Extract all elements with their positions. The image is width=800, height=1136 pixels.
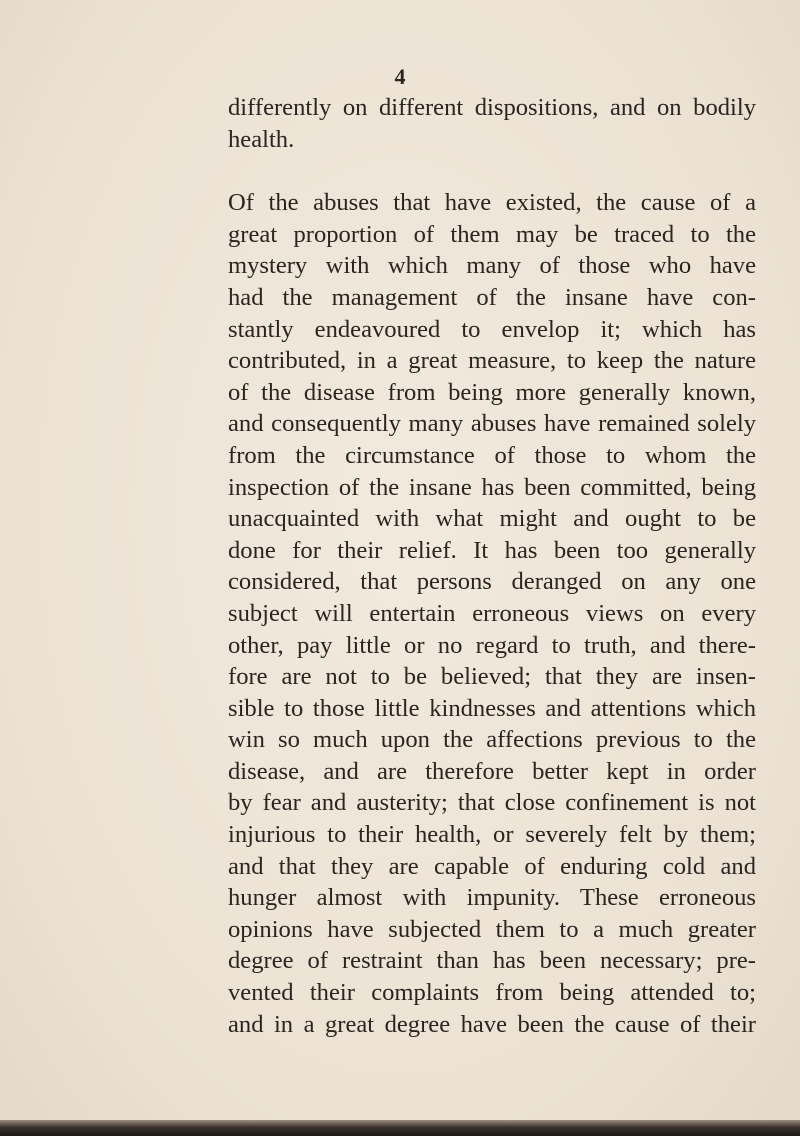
text-line: hunger almost with impunity. These erroneous	[228, 884, 756, 912]
text-line: contributed, in a great measure, to keep the nature	[228, 347, 756, 375]
text-line: done for their relief. It has been too generally	[228, 536, 756, 564]
text-line: mystery with which many of those who have	[228, 252, 756, 280]
text-line: degree of restraint than has been necessary; pre-	[228, 947, 756, 975]
paragraph-1	[228, 92, 756, 155]
text-line: and consequently many abuses have remained solely	[228, 410, 756, 438]
text-line: from the circumstance of those to whom the	[228, 441, 756, 469]
text-line: disease, and are therefore better kept in order	[228, 757, 756, 785]
text-line: stantly endeavoured to envelop it; which has	[228, 315, 756, 343]
text-line: injurious to their health, or severely felt by them;	[228, 821, 756, 849]
text-line: vented their complaints from being attended to;	[228, 979, 756, 1007]
text-line: unacquainted with what might and ought to be	[228, 505, 756, 533]
text-line: win so much upon the affections previous to the	[228, 726, 756, 754]
text-line: fore are not to be believed; that they are insen-	[228, 663, 756, 691]
text-line: Of the abuses that have existed, the cause of a	[228, 189, 756, 217]
text-line: and in a great degree have been the cause of their	[228, 1010, 756, 1038]
paragraph-gap	[228, 155, 756, 187]
text-line: health.	[228, 125, 295, 153]
body-text	[228, 92, 756, 1040]
text-line: differently on different dispositions, and on bodily	[228, 94, 756, 121]
paragraph-2	[228, 187, 756, 1040]
page-number: 4	[394, 64, 406, 89]
text-line: by fear and austerity; that close confinement is not	[228, 789, 756, 817]
page-edge-shadow	[0, 1120, 800, 1136]
text-line: other, pay little or no regard to truth, and there-	[228, 631, 756, 659]
text-line: considered, that persons deranged on any one	[228, 568, 756, 596]
text-line: opinions have subjected them to a much greater	[228, 915, 756, 943]
text-line: inspection of the insane has been committed, being	[228, 473, 756, 501]
text-line: had the management of the insane have con-	[228, 283, 756, 311]
text-line: of the disease from being more generally known,	[228, 378, 756, 406]
text-line: and that they are capable of enduring cold and	[228, 852, 756, 880]
text-line: subject will entertain erroneous views on every	[228, 599, 756, 627]
text-line: sible to those little kindnesses and attentions which	[228, 694, 756, 722]
text-line: great proportion of them may be traced to the	[228, 220, 756, 248]
